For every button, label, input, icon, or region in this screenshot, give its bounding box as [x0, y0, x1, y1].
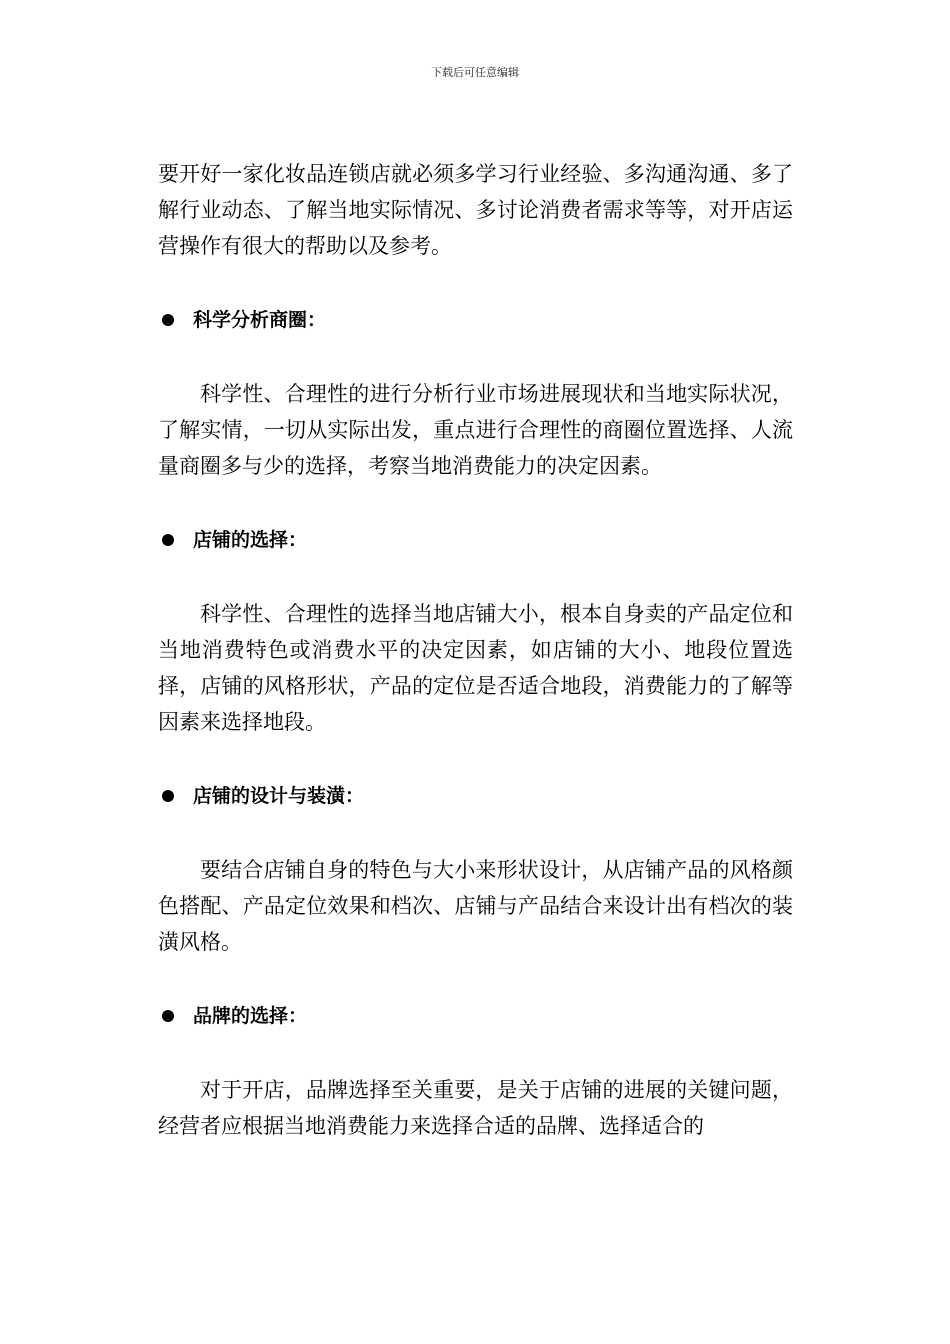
bullet-icon [162, 1010, 174, 1022]
section-heading-store-selection [158, 522, 793, 558]
section-heading-store-design [158, 778, 793, 814]
bullet-icon [162, 534, 174, 546]
intro-paragraph: 要开好一家化妆品连锁店就必须多学习行业经验、多沟通沟通、多了解行业动态、了解当地实际情况、多讨论消费者需求等等，对开店运营操作有很大的帮助以及参考。 [158, 162, 793, 258]
section-paragraph-store-selection: 科学性、合理性的选择当地店铺大小，根本自身卖的产品定位和当地消费特色或消费水平的决定因素，如店铺的大小、地段位置选择，店铺的风格形状，产品的定位是否适合地段，消费能力的了解等因素来选择地段。 [158, 602, 793, 734]
section-heading-text: 店铺的设计与装潢： [193, 785, 365, 807]
bullet-icon [162, 790, 174, 802]
section-heading-trade-area [158, 302, 793, 338]
section-heading-text: 店铺的选择： [193, 529, 308, 551]
section-heading-text: 科学分析商圈： [193, 309, 327, 331]
section-paragraph-store-design: 要结合店铺自身的特色与大小来形状设计，从店铺产品的风格颜色搭配、产品定位效果和档次、店铺与产品结合来设计出有档次的装潢风格。 [158, 858, 793, 954]
page-header: 下载后可任意编辑 [431, 66, 519, 79]
document-body [158, 156, 793, 1144]
section-heading-brand-selection [158, 998, 793, 1034]
section-heading-text: 品牌的选择： [193, 1005, 308, 1027]
section-paragraph-trade-area: 科学性、合理性的进行分析行业市场进展现状和当地实际状况，了解实情，一切从实际出发，重点进行合理性的商圈位置选择、人流量商圈多与少的选择，考察当地消费能力的决定因素。 [158, 382, 793, 478]
bullet-icon [162, 314, 174, 326]
section-paragraph-brand-selection: 对于开店，品牌选择至关重要，是关于店铺的进展的关键问题，经营者应根据当地消费能力来选择合适的品牌、选择适合的 [158, 1078, 793, 1138]
